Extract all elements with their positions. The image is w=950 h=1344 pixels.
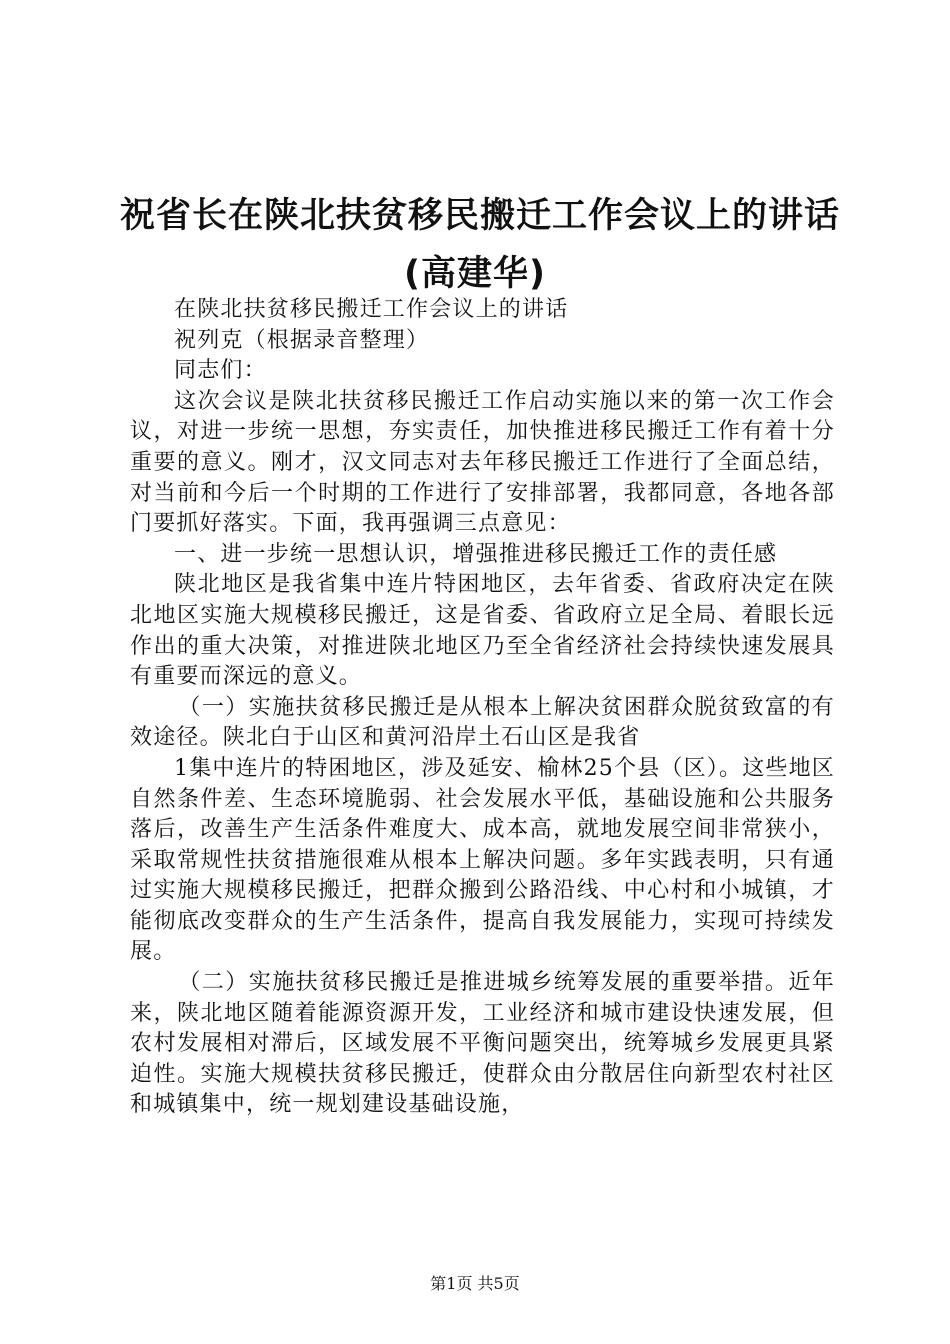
- document-title-author: (高建华): [404, 254, 546, 294]
- salutation: 同志们：: [174, 358, 267, 384]
- body-paragraph: 陕北地区是我省集中连片特困地区，去年省委、省政府决定在陕北地区实施大规模移民搬迁，这是省委、省政府立足全局、着眼长远作出的重大决策，对推进陕北地区乃至全省经济社会持续快速发展具有重要而深远的意义。: [130, 572, 835, 690]
- document-body: [130, 295, 835, 1121]
- page-footer: 第1页 共5页: [430, 1274, 520, 1293]
- speaker-line: 祝列克（根据录音整理）: [174, 327, 430, 353]
- speech-heading: 在陕北扶贫移民搬迁工作会议上的讲话: [174, 297, 569, 322]
- sub-point: （一）实施扶贫移民搬迁是从根本上解决贫困群众脱贫致富的有效途径。陕北白于山区和黄河沿岸土石山区是我省: [130, 694, 835, 751]
- section-heading: 一、进一步统一思想认识，增强推进移民搬迁工作的责任感: [174, 541, 778, 567]
- document-title: 祝省长在陕北扶贫移民搬迁工作会议上的讲话: [120, 196, 841, 236]
- body-paragraph: 1集中连片的特困地区，涉及延安、榆林25个县（区）。这些地区自然条件差、生态环境脆弱、社会发展水平低，基础设施和公共服务落后，改善生产生活条件难度大、成本高，就地发展空间非常狭小，采取常规性扶贫措施很难从根本上解决问题。多年实践表明，只有通过实施大规模移民搬迁，把群众搬到公路沿线、中心村和小城镇，才能彻底改变群众的生产生活条件，提高自我发展能力，实现可持续发展。: [130, 755, 835, 965]
- sub-point: （二）实施扶贫移民搬迁是推进城乡统筹发展的重要举措。近年来，陕北地区随着能源资源开发，工业经济和城市建设快速发展，但农村发展相对滞后，区域发展不平衡问题突出，统筹城乡发展更具紧迫性。实施大规模扶贫移民搬迁，使群众由分散居住向新型农村社区和城镇集中，统一规划建设基础设施，: [130, 970, 835, 1118]
- body-paragraph: 这次会议是陕北扶贫移民搬迁工作启动实施以来的第一次工作会议，对进一步统一思想，夯实责任，加快推进移民搬迁工作有着十分重要的意义。刚才，汉文同志对去年移民搬迁工作进行了全面总结，对当前和今后一个时期的工作进行了安排部署，我都同意，各地各部门要抓好落实。下面，我再强调三点意见：: [130, 388, 835, 537]
